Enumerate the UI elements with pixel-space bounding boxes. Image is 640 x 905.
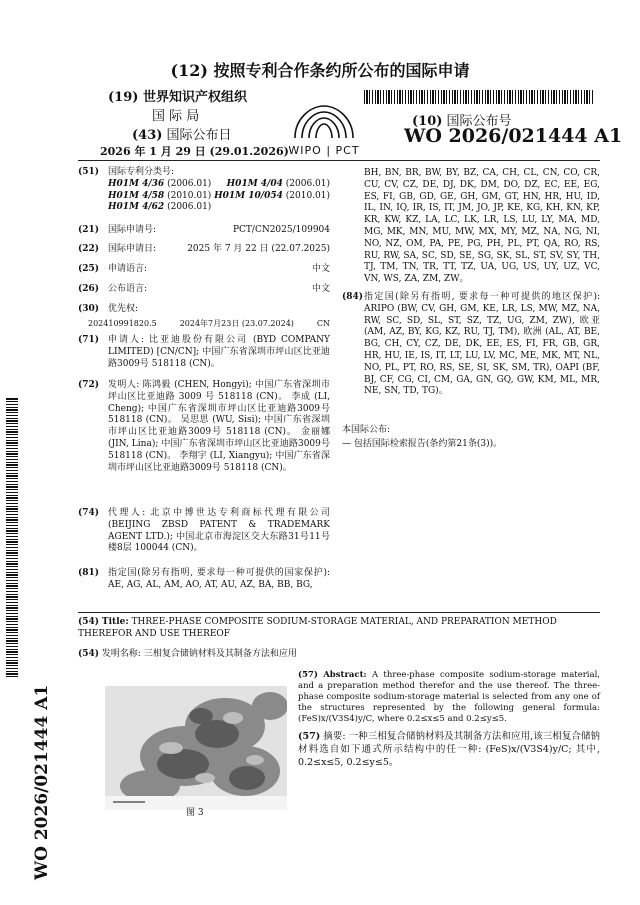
class-code: H01M 4/62 xyxy=(108,202,165,213)
figure-caption: 图 3 xyxy=(186,808,204,818)
class-year: (2006.01) xyxy=(285,178,330,189)
abstract-en-label: Abstract: xyxy=(323,670,367,680)
title-cn-number: (54) xyxy=(78,649,100,659)
pub-date-number: (43) xyxy=(132,128,163,143)
entry-22-value: 2025 年 7 月 22 日 (22.07.2025) xyxy=(187,244,330,254)
org-number: (19) xyxy=(108,90,139,105)
entry-21 xyxy=(78,225,330,237)
class-year: (2006.01) xyxy=(167,202,212,213)
entry-30-number: (30) xyxy=(78,304,100,314)
pub-date-value: 2026 年 1 月 29 日 (29.01.2026) xyxy=(100,145,289,158)
barcode-top xyxy=(364,90,594,104)
entry-74-number: (74) xyxy=(78,508,100,518)
entry-25-label: 申请语言: xyxy=(108,264,148,274)
class-code: H01M 4/04 xyxy=(226,178,283,189)
entry-72-number: (72) xyxy=(78,380,100,390)
wipo-logo-text: WIPO | PCT xyxy=(288,144,360,157)
entry-26-value: 中文 xyxy=(311,284,330,294)
pub-number: WO 2026/021444 A1 xyxy=(404,125,623,147)
class-code: H01M 4/36 xyxy=(108,178,165,189)
title-en-text: THREE-PHASE COMPOSITE SODIUM-STORAGE MATERIAL, AND PREPARATION METHOD THEREFOR AND USE THEREOF xyxy=(78,617,557,639)
published-item-text: 包括国际检索报告(条约第21条(3))。 xyxy=(353,439,503,449)
abstract-en-number: (57) xyxy=(298,670,318,680)
org-line1: 世界知识产权组织 xyxy=(142,90,247,105)
entry-84-number: (84) xyxy=(342,292,364,302)
class-year: (2006.01) xyxy=(167,178,212,189)
pub-date-label: 国际公布日 xyxy=(166,128,232,143)
document-title: (12) 按照专利合作条约所公布的国际申请 xyxy=(170,61,470,80)
entry-71-text: 申请人: 比亚迪股份有限公司 (BYD COMPANY LIMITED) [CN/CN]; 中国广东省深圳市坪山区比亚迪路3009号 518118 (CN)。 xyxy=(108,335,330,369)
sem-image xyxy=(105,686,287,810)
entry-22-label: 国际申请日: xyxy=(108,244,157,254)
entry-25 xyxy=(78,264,330,276)
entry-25-value: 中文 xyxy=(311,264,330,274)
entry-71 xyxy=(78,335,330,370)
entry-26-label: 公布语言: xyxy=(108,284,148,294)
entry-81-number: (81) xyxy=(78,568,100,578)
entry-81-text: 指定国(除另有指明, 要求每一种可提供的国家保护): AE, AG, AL, AM, AO, AT, AU, AZ, BA, BB, BG, xyxy=(108,568,330,590)
entry-51-number: (51) xyxy=(78,167,100,177)
barcode-side xyxy=(6,397,18,677)
org-line2: 国 际 局 xyxy=(152,109,200,124)
entry-30-label: 优先权: xyxy=(108,304,139,314)
title-cn-label: 发明名称: xyxy=(101,649,141,659)
entry-84-text: 指定国(除另有指明, 要求每一种可提供的地区保护): ARIPO (BW, CV, GH, GM, KE, LR, LS, MW, MZ, NA, RW, SC, SD, SL, ST, SZ, TZ, UG, ZM, ZW), 欧亚 (AM, AZ, BY, KG, KZ, RU, TJ, TM), 欧洲 (AL, AT, BE, BG, CH, CY, CZ, DE, DK, EE, ES, FI, FR, GB, GR, HR, HU, IE, IS, IT, LT, LU, LV, MC, ME, MK, MT, NL, NO, PL, PT, RO, RS, SE, SI, SK, SM, TR), OAPI (BF, BJ, CF, CG, CI, CM, GA, GN, GQ, GW, KM, ML, MR, NE, SN, TD, TG)。 xyxy=(364,292,600,397)
abstract-cn-label: 摘要: xyxy=(323,731,346,742)
abstract-cn-number: (57) xyxy=(298,731,321,742)
pub-number-code: (10) xyxy=(412,114,443,129)
entry-72 xyxy=(78,380,330,474)
entry-84 xyxy=(342,292,600,398)
abstract-cn-text: 一种三相复合储钠材料及其制备方法和应用,该三相复合储钠材料选自如下通式所示结构中的任一种: (FeS)x/(V3S4)y/C; 其中, 0.2≤x≤5, 0.2≤y≤5。 xyxy=(298,731,600,768)
pub-number-caption: 国际公布号 xyxy=(446,114,512,129)
priority-app-number: 202410991820.5 xyxy=(88,319,157,328)
abstract-en-text: A three-phase composite sodium-storage material, and a preparation method therefor and the use thereof. The three-phase composite sodium-storage material is selected from any one of the structures represented by the following general formula: (FeS)x/(V3S4)y/C, where 0.2≤x≤5 and 0.2≤y≤5. xyxy=(298,670,601,724)
entry-72-text: 发明人: 陈鸿毅 (CHEN, Hongyi); 中国广东省深圳市坪山区比亚迪路 3009 号 518118 (CN)。 李成 (LI, Cheng); 中国广东省深圳市坪山区比亚迪路3009号 518118 (CN)。 吴思思 (WU, Sisi); 中国广东省深圳市坪山区比亚迪路3009号 518118 (CN)。 金丽娜 (JIN, Lina); 中国广东省深圳市坪山区比亚迪路3009号 518118 (CN)。 李翔宇 (LI, Xiangyu); 中国广东省深圳市坪山区比亚迪路3009号 518118 (CN)。 xyxy=(108,380,330,473)
entry-22-number: (22) xyxy=(78,244,100,254)
entry-51 xyxy=(78,167,330,214)
title-cn-text: 三相复合储钠材料及其制备方法和应用 xyxy=(143,649,297,659)
class-year: (2010.01) xyxy=(167,190,212,201)
entry-25-number: (25) xyxy=(78,264,100,274)
published-item: — 包括国际检索报告(条约第21条(3))。 xyxy=(342,439,503,449)
wipo-logo xyxy=(285,100,363,156)
entry-21-value: PCT/CN2025/109904 xyxy=(232,225,330,235)
class-row-1 xyxy=(108,179,330,191)
abstract-cn xyxy=(298,730,600,769)
priority-date: 2024年7月23日 (23.07.2024) xyxy=(179,319,294,328)
class-year: (2010.01) xyxy=(285,190,330,201)
title-cn xyxy=(78,649,600,661)
entry-74 xyxy=(78,508,330,555)
entry-26-number: (26) xyxy=(78,284,100,294)
entry-22 xyxy=(78,244,330,256)
title-en-label: Title: xyxy=(101,617,129,627)
class-code: H01M 10/054 xyxy=(214,190,283,201)
priority-row xyxy=(88,318,330,329)
entry-26 xyxy=(78,284,330,296)
entry-30 xyxy=(78,304,330,316)
class-code: H01M 4/58 xyxy=(108,190,165,201)
side-pub-number: WO 2026/021444 A1 xyxy=(32,684,52,880)
divider-top xyxy=(78,160,600,161)
class-row-2 xyxy=(108,191,330,203)
published-label: 本国际公布: xyxy=(342,425,391,435)
sem-micrograph-icon xyxy=(105,686,287,810)
entry-71-number: (71) xyxy=(78,335,100,345)
title-en-number: (54) xyxy=(78,617,100,627)
entry-51-label: 国际专利分类号: xyxy=(108,167,175,177)
priority-country: CN xyxy=(316,319,330,328)
entry-21-number: (21) xyxy=(78,225,100,235)
entry-21-label: 国际申请号: xyxy=(108,225,157,235)
entry-81-continued: BH, BN, BR, BW, BY, BZ, CA, CH, CL, CN, CO, CR, CU, CV, CZ, DE, DJ, DK, DM, DO, DZ, EC, EE, EG, ES, FI, GB, GD, GE, GH, GM, GT, HN, HR, HU, ID, IL, IN, IQ, IR, IS, IT, JM, JO, JP, KE, KG, KH, KN, KP, KR, KW, KZ, LA, LC, LK, LR, LS, LU, LY, MA, MD, MG, MK, MN, MU, MW, MX, MY, MZ, NA, NG, NI, NO, NZ, OM, PA, PE, PG, PH, PL, PT, QA, RO, RS, RU, RW, SA, SC, SD, SE, SG, SK, SL, ST, SV, SY, TH, TJ, TM, TN, TR, TT, TZ, UA, UG, US, UY, UZ, VC, VN, WS, ZA, ZM, ZW。 xyxy=(364,168,600,285)
entry-81 xyxy=(78,568,330,592)
class-row-3 xyxy=(108,202,330,214)
wipo-emblem-icon xyxy=(285,100,363,140)
divider-mid xyxy=(78,612,600,613)
wipo-org xyxy=(108,86,298,124)
entry-74-text: 代理人: 北京中博世达专利商标代理有限公司 (BEIJING ZBSD PATENT & TRADEMARK AGENT LTD.); 中国北京市海淀区交大东路31号11号楼8层 100044 (CN)。 xyxy=(108,508,330,554)
title-en xyxy=(78,617,600,641)
abstract-en xyxy=(298,670,600,725)
